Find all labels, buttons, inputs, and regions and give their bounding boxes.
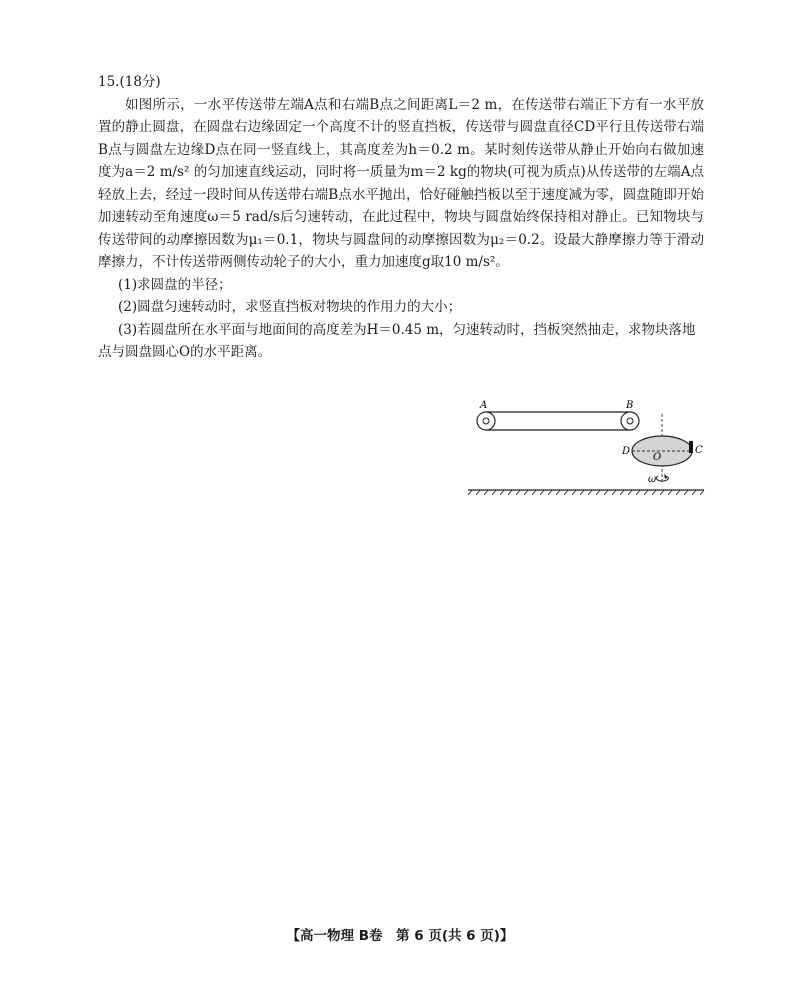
problem-15 xyxy=(98,71,704,364)
label-c: C xyxy=(695,445,703,456)
conveyor-disk-figure xyxy=(464,398,710,496)
label-omega: ω xyxy=(648,474,657,485)
figure-svg xyxy=(464,398,710,496)
label-a: A xyxy=(480,400,488,411)
baffle xyxy=(689,441,693,453)
problem-intro: 如图所示，一水平传送带左端A点和右端B点之间距离L＝2 m，在传送带右端正下方有一水平放置的静止圆盘，在圆盘右边缘固定一个高度不计的竖直挡板，传送带与圆盘直径CD平行且传送带右端B点与圆盘左边缘D点在同一竖直线上，其高度差为h＝0.2 m。某时刻传送带从静止开始向右做加速度为a＝2 m/s² 的匀加速直线运动，同时将一质量为m＝2 kg的物块(可视为质点)从传送带的左端A点轻放上去，经过一段时间从传送带右端B点水平抛出，恰好碰触挡板以至于速度减为零，圆盘随即开始加速转动至角速度ω＝5 rad/s后匀速转动，在此过程中，物块与圆盘始终保持相对静止。已知物块与传送带间的动摩擦因数为μ₁＝0.1，物块与圆盘间的动摩擦因数为μ₂＝0.2。设最大静摩擦力等于滑动摩擦力，不计传送带两侧传动轮子的大小，重力加速度g取10 m/s²。 xyxy=(98,96,704,270)
left-wheel xyxy=(477,412,495,430)
label-d: D xyxy=(622,446,631,457)
question-3: (3)若圆盘所在水平面与地面间的高度差为H＝0.45 m，匀速转动时，挡板突然抽走，求物块落地点与圆盘圆心O的水平距离。 xyxy=(98,321,696,360)
label-o: O xyxy=(653,452,662,463)
label-b: B xyxy=(626,400,634,411)
right-wheel xyxy=(621,412,639,430)
question-1: (1)求圆盘的半径； xyxy=(118,276,232,293)
question-2: (2)圆盘匀速转动时，求竖直挡板对物块的作用力的大小； xyxy=(118,299,462,315)
problem-number: 15.(18分) xyxy=(98,74,161,90)
page-footer: 【高一物理 B卷 第 6 页(共 6 页)】 xyxy=(286,928,514,944)
omega-arrow-head xyxy=(664,474,668,479)
ground-hatch xyxy=(468,490,704,495)
